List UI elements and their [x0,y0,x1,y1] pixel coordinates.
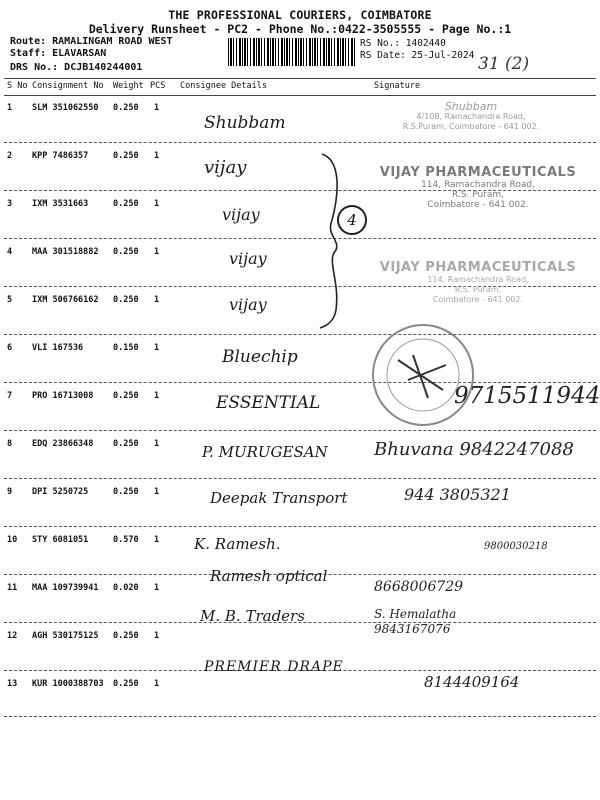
table-row [4,479,596,527]
row-consignee: vijay [222,205,260,224]
row-sno: 3 [7,199,13,209]
row-pcs: 1 [154,487,160,497]
row-sno: 2 [7,151,13,161]
row-consignee: vijay [204,157,247,178]
row-pcs: 1 [154,439,160,449]
round-seal [368,320,478,430]
staff-label: Staff: ELAVARSAN [10,48,107,59]
rs-date: RS Date: 25-Jul-2024 [360,50,475,61]
circled-annotation: 4 [337,205,367,235]
handwritten-brace [318,150,348,330]
row-weight: 0.250 [113,487,139,497]
row-consignee: vijay [229,249,267,268]
row-consignment-no: MAA 109739941 [32,583,99,593]
row-signature: 8668006729 [374,579,464,595]
row-sno: 7 [7,391,13,401]
document-subtitle: Delivery Runsheet - PC2 - Phone No.:0422-3505555 - Page No.:1 [88,22,512,36]
stamp-vijay-pharmaceuticals-faded: VIJAY PHARMACEUTICALS 114, Ramachandra Road, R.S. Puram, Coimbatore - 641 002. [379,260,577,304]
row-weight: 0.250 [113,151,139,161]
row-weight: 0.250 [113,631,139,641]
handwritten-page-note: 31 (2) [478,54,530,74]
col-weight: Weight [113,81,144,91]
row-weight: 0.250 [113,103,139,113]
row-signature: 9800030218 [484,541,548,552]
row-consignee: ESSENTIAL [216,393,321,413]
row-consignment-no: IXM 3531663 [32,199,89,209]
row-weight: 0.250 [113,247,139,257]
row-weight: 0.250 [113,295,139,305]
row-weight: 0.250 [113,391,139,401]
row-sno: 6 [7,343,13,353]
row-sno: 13 [7,679,18,689]
table-row [4,659,596,717]
row-consignment-no: KPP 7486357 [32,151,89,161]
row-pcs: 1 [154,343,160,353]
row-consignee: M. B. Traders [200,607,305,625]
row-consignment-no: SLM 351062550 [32,103,99,113]
row-signature: S. Hemalatha 9843167076 [374,607,457,636]
col-consignment: Consignment No [32,81,104,91]
row-sno: 1 [7,103,13,113]
row-consignment-no: MAA 301518882 [32,247,99,257]
row-pcs: 1 [154,151,160,161]
barcode [228,38,356,66]
row-weight: 0.570 [113,535,139,545]
row-weight: 0.150 [113,343,139,353]
row-weight: 0.250 [113,199,139,209]
row-consignee: PREMIER DRAPE [204,659,344,675]
row-consignee: Ramesh optical [210,567,328,585]
row-consignment-no: DPI 5250725 [32,487,89,497]
row-pcs: 1 [154,535,160,545]
row-consignee: Bluechip [222,347,298,367]
row-signature: 9715511944 [454,383,600,409]
row-consignment-no: PRO 16713008 [32,391,94,401]
row-sno: 5 [7,295,13,305]
row-consignee: vijay [229,295,267,314]
row-consignment-no: VLI 167536 [32,343,84,353]
row-pcs: 1 [154,631,160,641]
row-signature: Bhuvana 9842247088 [374,439,574,460]
row-sno: 8 [7,439,13,449]
row-pcs: 1 [154,199,160,209]
row-pcs: 1 [154,103,160,113]
table-row [4,383,600,431]
col-signature: Signature [374,81,421,91]
row-consignment-no: KUR 1000388703 [32,679,104,689]
col-consignee: Consignee Details [180,81,267,91]
row-sno: 10 [7,535,18,545]
row-pcs: 1 [154,247,160,257]
row-weight: 0.250 [113,439,139,449]
row-pcs: 1 [154,295,160,305]
table-row [4,431,596,479]
drs-number: DRS No.: DCJB140244001 [10,62,143,73]
row-consignment-no: IXM 506766162 [32,295,99,305]
table-row [4,335,596,383]
table-header [4,78,596,96]
stamp-shubbam: Shubbam 4/108, Ramachandra Road, R.S.Puram, Coimbatore - 641 002. [402,100,540,131]
col-pcs: PCS [150,81,166,91]
row-weight: 0.020 [113,583,139,593]
document-title: THE PROFESSIONAL COURIERS, COIMBATORE [168,8,432,22]
row-consignment-no: AGH 530175125 [32,631,99,641]
route-label: Route: RAMALINGAM ROAD WEST [10,36,173,47]
row-consignee: Shubbam [204,113,286,133]
col-sno: S No [7,81,28,91]
row-consignee: P. MURUGESAN [202,443,328,461]
row-consignee: Deepak Transport [210,489,348,507]
row-sno: 4 [7,247,13,257]
row-weight: 0.250 [113,679,139,689]
row-sno: 12 [7,631,18,641]
row-signature: 944 3805321 [404,485,511,504]
row-pcs: 1 [154,679,160,689]
stamp-vijay-pharmaceuticals: VIJAY PHARMACEUTICALS 114, Ramachandra Road, R.S. Puram, Coimbatore - 641 002. [379,165,577,210]
row-consignee: K. Ramesh. [194,535,281,553]
row-pcs: 1 [154,583,160,593]
row-consignment-no: EDQ 23866348 [32,439,94,449]
row-signature: 8144409164 [424,673,520,691]
row-pcs: 1 [154,391,160,401]
row-sno: 11 [7,583,18,593]
row-consignment-no: STY 6081051 [32,535,89,545]
row-sno: 9 [7,487,13,497]
rs-number: RS No.: 1402440 [360,38,446,49]
